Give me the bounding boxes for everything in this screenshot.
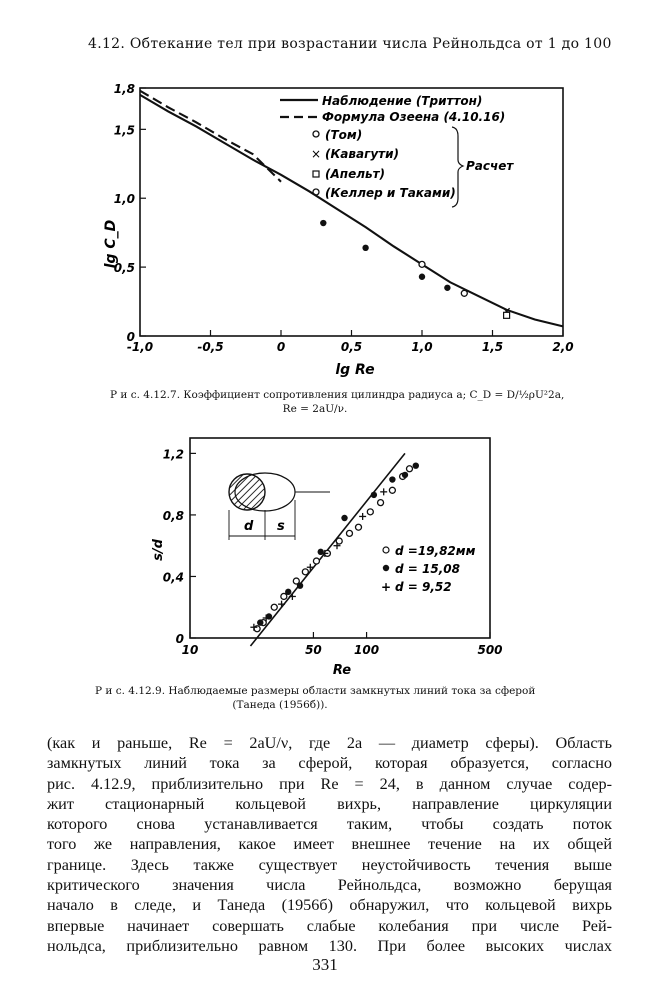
- body-line-10: впервые начинает совершать слабые колебания при числе Рей-: [47, 916, 612, 935]
- chart1-point-5-0: [320, 220, 326, 226]
- chart2-fit-line: [250, 453, 405, 646]
- chart2-point-0-5: [302, 569, 308, 575]
- body-line-6: того же направления, какое имеет внешнее течение на их общей: [47, 835, 612, 854]
- caption2-line1: Р и с. 4.12.9. Наблюдаемые размеры области замкнутых линий тока за сферой: [95, 685, 536, 697]
- chart1-ytick-label-2: 1,0: [113, 192, 135, 207]
- chart2-ytick-label-3: 1,2: [162, 447, 184, 462]
- chart1-ytick-label-1: 0,5: [113, 261, 135, 276]
- chart2-point-1-4: [318, 549, 324, 555]
- body-line-4: жит стационарный кольцевой вихрь, направление циркуляции: [47, 794, 612, 813]
- legend2-filled-circle: [383, 565, 389, 571]
- legend-observation: Наблюдение (Триттон): [322, 94, 483, 108]
- chart1-series-line-1: [140, 91, 281, 182]
- figure-4-12-9-caption: [95, 684, 595, 712]
- chart2-point-0-2: [271, 604, 277, 610]
- chart2-xtick-label-3: 500: [477, 643, 503, 657]
- chart2-point-0-11: [367, 509, 373, 515]
- chart2-xlabel: Re: [332, 663, 352, 678]
- legend2-item-1: d =19,82мм: [395, 544, 476, 558]
- chart2-legend: [381, 544, 476, 594]
- legend-open-circle-marker: [313, 131, 319, 137]
- chart2-ytick-label-1: 0,4: [162, 570, 184, 585]
- chart2-xtick-label-0: 10: [181, 643, 199, 657]
- legend-apelt: (Апельт): [325, 167, 386, 181]
- chart1-xtick-label-1: -0,5: [197, 340, 224, 354]
- chart1-point-2-1: [461, 290, 467, 296]
- body-line-5: которого снова устанавливается таким, чтобы создать поток: [47, 815, 612, 834]
- chart2-point-0-10: [355, 524, 361, 530]
- chart2-series: [250, 453, 419, 646]
- legend-open-square-marker: [313, 171, 319, 177]
- body-line-7: границе. Здесь также существует неустойчивость течения выше: [47, 855, 612, 874]
- chart1-plot-area: [140, 88, 563, 336]
- body-paragraph: [47, 733, 612, 956]
- figure-4-12-7-chart: [0, 0, 650, 390]
- caption1-line1: Р и с. 4.12.7. Коэффициент сопротивления цилиндра радиуса a; C_D = D/½ρU²2a,: [110, 389, 565, 401]
- chart1-xtick-label-2: 0: [276, 340, 286, 354]
- chart2-point-0-12: [378, 500, 384, 506]
- chart2-point-0-9: [346, 530, 352, 536]
- chart2-point-0-3: [281, 593, 287, 599]
- chart2-point-1-5: [341, 515, 347, 521]
- running-header: 4.12. Обтекание тел при возрастании числа Рейнольдса от 1 до 100: [88, 36, 612, 52]
- chart2-point-1-9: [413, 462, 419, 468]
- chart2-point-1-7: [389, 476, 395, 482]
- chart1-xtick-label-0: -1,0: [126, 340, 154, 354]
- chart1-ytick-label-4: 1,8: [113, 82, 135, 96]
- legend2-item-2: d = 15,08: [395, 562, 460, 576]
- chart2-point-0-6: [313, 558, 319, 564]
- chart2-xtick-label-1: 50: [305, 643, 322, 657]
- diagram-label-s: s: [277, 519, 285, 534]
- chart2-point-0-13: [389, 487, 395, 493]
- legend-cross-marker: ×: [311, 147, 322, 161]
- chart2-ytick-label-0: 0: [175, 632, 184, 646]
- chart1-legend: [280, 94, 514, 207]
- chart2-xtick-label-2: 100: [354, 643, 380, 657]
- legend-open-circle-marker-2: [313, 189, 319, 195]
- body-line-3: рис. 4.12.9, приблизительно при Re = 24, в данном случае содер-: [47, 774, 612, 793]
- chart1-point-5-3: [444, 285, 450, 291]
- legend2-open-circle: [383, 547, 389, 553]
- legend-oseen: Формула Озеена (4.10.16): [322, 110, 506, 124]
- body-line-11: нольдса, приблизительно равном 130. При более высоких числах: [47, 936, 612, 955]
- chart1-xlabel: lg Re: [335, 362, 375, 378]
- chart1-frame: [140, 88, 563, 336]
- body-line-8: критического значения числа Рейнольдса, возможно берущая: [47, 876, 612, 895]
- chart2-point-1-6: [371, 492, 377, 498]
- body-line-9: начало в следе, и Танеда (1956б) обнаружил, что кольцевой вихрь: [47, 896, 612, 915]
- chart2-point-0-15: [406, 466, 412, 472]
- chart1-xtick-label-3: 0,5: [340, 340, 363, 354]
- sphere-hatched: [229, 474, 265, 510]
- chart1-series: [140, 91, 563, 327]
- chart1-point-4-0: [504, 312, 510, 318]
- chart2-point-2-7: [359, 513, 366, 520]
- figure-4-12-7-caption: [110, 388, 580, 416]
- chart1-point-5-1: [362, 245, 368, 251]
- chart2-ytick-label-2: 0,8: [162, 508, 184, 523]
- body-line-2: замкнутых линий тока за сферой, которая образуется, согласно: [47, 754, 612, 773]
- caption2-line2: (Танеда (1956б)).: [232, 699, 328, 711]
- chart2-point-1-8: [402, 472, 408, 478]
- chart2-point-1-3: [297, 582, 303, 588]
- legend-tom: (Том): [325, 128, 363, 142]
- chart2-point-1-2: [285, 589, 291, 595]
- diagram-label-d: d: [244, 519, 254, 534]
- legend-calc: Расчет: [466, 159, 514, 173]
- sphere-wake-diagram: [229, 473, 330, 540]
- chart1-point-5-2: [419, 274, 425, 280]
- chart1-ytick-label-3: 1,5: [113, 123, 135, 138]
- chart1-point-2-0: [419, 261, 425, 267]
- chart2-point-1-0: [257, 619, 263, 625]
- chart1-ytick-label-0: 0: [126, 330, 135, 344]
- chart1-xtick-label-6: 2,0: [552, 340, 574, 354]
- legend2-plus-marker: +: [381, 580, 392, 594]
- chart1-ylabel: lg C_D: [103, 219, 119, 269]
- chart2-point-2-8: [380, 488, 387, 495]
- figure-4-12-9-chart: [0, 420, 650, 682]
- chart2-ylabel: s/d: [151, 539, 166, 561]
- chart1-xtick-label-5: 1,5: [481, 340, 504, 354]
- caption1-line2: Re = 2aU/ν.: [282, 403, 348, 415]
- page-number: 331: [312, 955, 338, 974]
- legend-kawaguti: (Кавагути): [325, 147, 400, 161]
- legend2-item-3: d = 9,52: [395, 580, 452, 594]
- legend-keller: (Келлер и Таками): [325, 186, 456, 200]
- body-line-1: (как и раньше, Re = 2aU/ν, где 2a — диаметр сферы). Область: [47, 734, 612, 752]
- chart1-xtick-label-4: 1,0: [411, 340, 433, 354]
- chart2-point-2-2: [278, 601, 285, 608]
